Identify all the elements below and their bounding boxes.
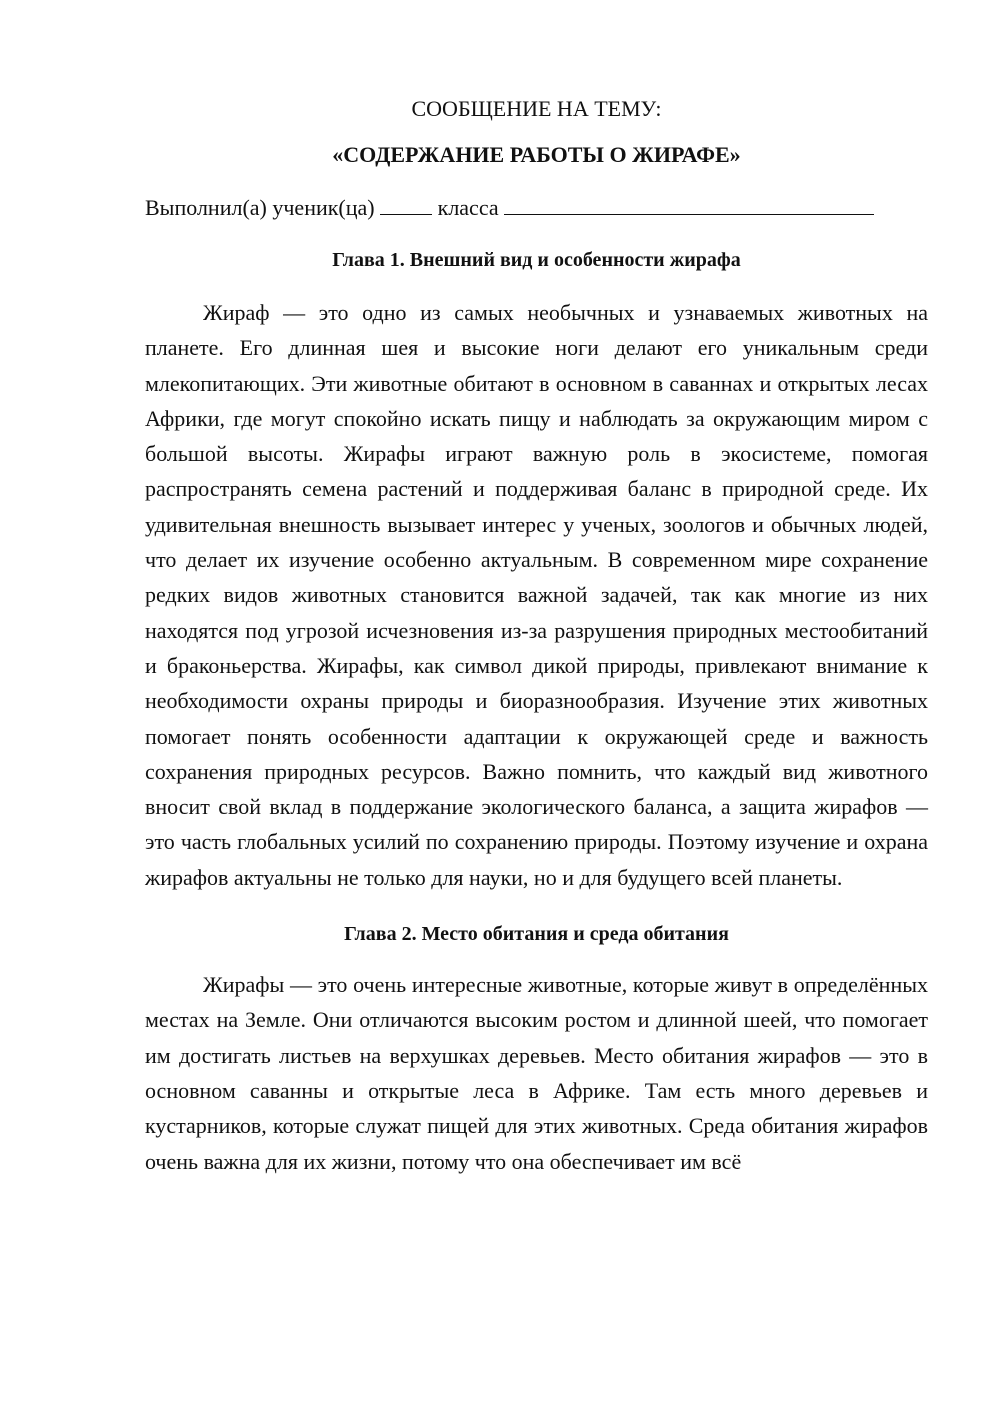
chapter-1-heading: Глава 1. Внешний вид и особенности жирафа	[332, 249, 741, 271]
class-word: класса	[437, 195, 499, 220]
grade-blank	[380, 192, 432, 215]
document-title-line-1: СООБЩЕНИЕ НА ТЕМУ:	[411, 96, 662, 121]
author-line	[145, 192, 928, 223]
document-title-line-2: «СОДЕРЖАНИЕ РАБОТЫ О ЖИРАФЕ»	[332, 142, 741, 167]
author-prefix: Выполнил(а) ученик(ца)	[145, 195, 375, 220]
chapter-2-paragraph: Жирафы — это очень интересные животные, которые живут в определённых местах на Земле. Они отличаются высоким ростом и длинной шеей, что помогает им достигать листьев на верхушках деревьев. Место обитания жирафов — это в основном саванны и открытые леса в Африке. Там есть много деревьев и кустарников, которые служат пищей для этих животных. Среда обитания жирафов очень важна для их жизни, потому что она обеспечивает им всё	[145, 972, 928, 1174]
chapter-2-heading: Глава 2. Место обитания и среда обитания	[344, 923, 729, 946]
chapter-1-paragraph: Жираф — это одно из самых необычных и узнаваемых животных на планете. Его длинная шея и высокие ноги делают его уникальным среди млекопитающих. Эти животные обитают в основном в саваннах и открытых лесах Африки, где могут спокойно искать пищу и наблюдать за окружающим миром с большой высоты. Жирафы играют важную роль в экосистеме, помогая распространять семена растений и поддерживая баланс в природной среде. Их удивительная внешность вызывает интерес у ученых, зоологов и обычных людей, что делает их изучение особенно актуальным. В современном мире сохранение редких видов животных становится важной задачей, так как многие из них находятся под угрозой исчезновения из-за разрушения природных местообитаний и браконьерства. Жирафы, как символ дикой природы, привлекают внимание к необходимости охраны природы и биоразнообразия. Изучение этих животных помогает понять особенности адаптации к окружающей среде и важность сохранения природных ресурсов. Важно помнить, что каждый вид животного вносит свой вклад в поддержание экологического баланса, а защита жирафов — это часть глобальных усилий по сохранению природы. Поэтому изучение и охрана жирафов актуальны не только для науки, но и для будущего всей планеты.	[145, 300, 928, 890]
document-page	[145, 90, 928, 1179]
class-name-blank	[504, 192, 874, 215]
